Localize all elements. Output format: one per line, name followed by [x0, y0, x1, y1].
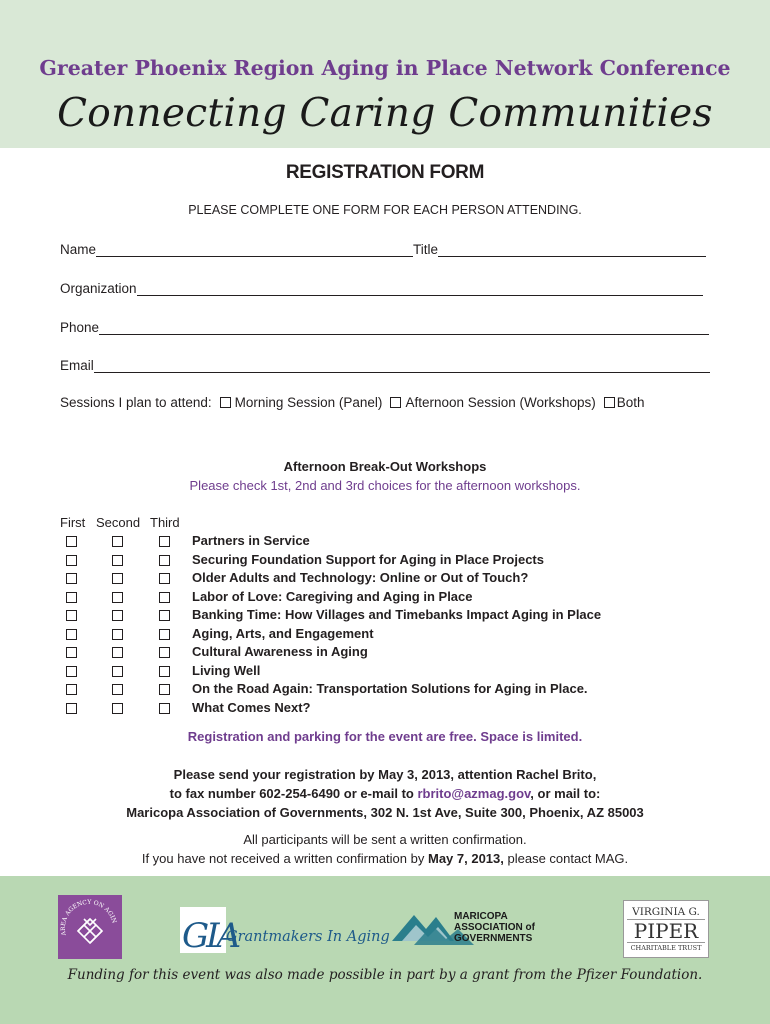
confirmation-note: All participants will be sent a written confirmation.: [243, 832, 527, 847]
send-fax-text: to fax number 602-254-6490 or e-mail to: [169, 786, 418, 801]
third-choice-checkbox[interactable]: [159, 703, 170, 714]
third-choice-checkbox[interactable]: [159, 610, 170, 621]
second-choice-header: Second: [96, 515, 141, 530]
mag-line1: MARICOPA: [454, 911, 508, 922]
form-title: REGISTRATION FORM: [285, 162, 485, 183]
workshop-label: Living Well: [192, 662, 261, 678]
mag-line3: GOVERNMENTS: [454, 933, 533, 944]
organization-row: [60, 281, 703, 296]
send-instructions-line1: Please send your registration by May 3, 2013, attention Rachel Brito,: [173, 767, 597, 782]
workshop-label: On the Road Again: Transportation Solutions for Aging in Place.: [192, 681, 588, 696]
gia-mark-text: GIA: [182, 916, 239, 956]
form-instructions: PLEASE COMPLETE ONE FORM FOR EACH PERSON ATTENDING.: [188, 203, 582, 217]
aaa-arc-text: AREA AGENCY ON AGIN: [59, 898, 118, 937]
grantmakers-in-aging-logo: [180, 907, 390, 956]
confirm-date: May 7, 2013,: [427, 851, 504, 866]
both-sessions-label: Both: [616, 395, 645, 410]
name-title-row: [60, 242, 706, 257]
first-choice-checkbox[interactable]: [66, 536, 77, 547]
sessions-row: [60, 395, 645, 410]
piper-line3: CHARITABLE TRUST: [630, 944, 702, 952]
third-choice-checkbox[interactable]: [159, 647, 170, 658]
workshop-label: Securing Foundation Support for Aging in Place Projects: [192, 551, 544, 567]
first-choice-checkbox[interactable]: [66, 703, 77, 714]
gia-emblem-icon: [180, 907, 390, 956]
third-choice-checkbox[interactable]: [159, 555, 170, 566]
third-choice-checkbox[interactable]: [159, 536, 170, 547]
title-field[interactable]: [438, 242, 706, 257]
afternoon-session-label: Afternoon Session (Workshops): [405, 395, 596, 410]
workshops-title: Afternoon Break-Out Workshops: [283, 459, 487, 474]
piper-line1: VIRGINIA G.: [632, 906, 700, 918]
first-choice-checkbox[interactable]: [66, 610, 77, 621]
third-choice-checkbox[interactable]: [159, 666, 170, 677]
email-label: Email: [60, 358, 94, 373]
workshop-label: What Comes Next?: [192, 699, 311, 715]
name-field[interactable]: [96, 242, 413, 257]
workshop-label: Partners in Service: [192, 533, 310, 548]
workshop-label: Labor of Love: Caregiving and Aging in Place: [192, 588, 473, 604]
second-choice-checkbox[interactable]: [112, 592, 123, 603]
aaa-emblem-icon: [58, 895, 122, 959]
organization-label: Organization: [60, 281, 137, 296]
second-choice-checkbox[interactable]: [112, 647, 123, 658]
second-choice-checkbox[interactable]: [112, 629, 123, 640]
second-choice-checkbox[interactable]: [112, 703, 123, 714]
send-instructions-line2: [0, 786, 770, 801]
second-choice-checkbox[interactable]: [112, 610, 123, 621]
first-choice-checkbox[interactable]: [66, 684, 77, 695]
first-choice-checkbox[interactable]: [66, 592, 77, 603]
contact-email-link[interactable]: rbrito@azmag.gov: [417, 786, 531, 801]
second-choice-checkbox[interactable]: [112, 536, 123, 547]
funding-acknowledgement: Funding for this event was also made possible in part by a grant from the Pfizer Foundation.: [67, 967, 703, 983]
third-choice-checkbox[interactable]: [159, 684, 170, 695]
gia-name-text: Grantmakers In Aging: [226, 929, 390, 945]
second-choice-checkbox[interactable]: [112, 666, 123, 677]
workshop-label: Cultural Awareness in Aging: [192, 644, 368, 659]
sessions-label: Sessions I plan to attend:: [60, 395, 212, 410]
area-agency-on-aging-logo: [58, 895, 122, 959]
confirmation-deadline: [0, 851, 770, 866]
email-row: [60, 358, 710, 373]
title-label: Title: [413, 242, 439, 257]
first-choice-checkbox[interactable]: [66, 555, 77, 566]
first-choice-checkbox[interactable]: [66, 629, 77, 640]
second-choice-checkbox[interactable]: [112, 684, 123, 695]
third-choice-checkbox[interactable]: [159, 592, 170, 603]
third-choice-checkbox[interactable]: [159, 629, 170, 640]
email-field[interactable]: [94, 358, 710, 373]
workshop-label: Banking Time: How Villages and Timebanks Impact Aging in Place: [192, 607, 602, 622]
piper-line2: PIPER: [627, 919, 705, 943]
mag-mountains-icon: [392, 907, 582, 947]
name-label: Name: [60, 242, 97, 257]
morning-session-checkbox[interactable]: [220, 397, 231, 408]
first-choice-checkbox[interactable]: [66, 573, 77, 584]
second-choice-checkbox[interactable]: [112, 573, 123, 584]
free-registration-note: Registration and parking for the event are free. Space is limited.: [187, 729, 583, 744]
afternoon-session-checkbox[interactable]: [390, 397, 401, 408]
confirm-contact: please contact MAG.: [503, 851, 629, 866]
first-choice-checkbox[interactable]: [66, 666, 77, 677]
phone-label: Phone: [60, 320, 100, 335]
first-choice-checkbox[interactable]: [66, 647, 77, 658]
phone-row: [60, 320, 709, 335]
second-choice-checkbox[interactable]: [112, 555, 123, 566]
conference-tagline: Connecting Caring Communities: [57, 91, 713, 136]
workshops-subtitle: Please check 1st, 2nd and 3rd choices for the afternoon workshops.: [189, 478, 581, 493]
mailing-address: Maricopa Association of Governments, 302 N. 1st Ave, Suite 300, Phoenix, AZ 85003: [126, 805, 644, 820]
first-choice-header: First: [60, 515, 86, 530]
morning-session-label: Morning Session (Panel): [234, 395, 383, 410]
organization-field[interactable]: [137, 281, 703, 296]
workshop-label: Older Adults and Technology: Online or Out of Touch?: [192, 570, 529, 585]
third-choice-checkbox[interactable]: [159, 573, 170, 584]
phone-field[interactable]: [99, 320, 709, 335]
workshop-label: Aging, Arts, and Engagement: [192, 625, 374, 641]
mag-line2: ASSOCIATION of: [454, 922, 535, 933]
both-sessions-checkbox[interactable]: [604, 397, 615, 408]
third-choice-header: Third: [150, 515, 180, 530]
confirm-text: If you have not received a written confirmation by: [141, 851, 428, 866]
maricopa-association-logo: [392, 907, 582, 947]
send-mail-text: , or mail to:: [530, 786, 601, 801]
conference-title: Greater Phoenix Region Aging in Place Network Conference: [39, 56, 731, 80]
virginia-piper-logo: [623, 900, 709, 958]
